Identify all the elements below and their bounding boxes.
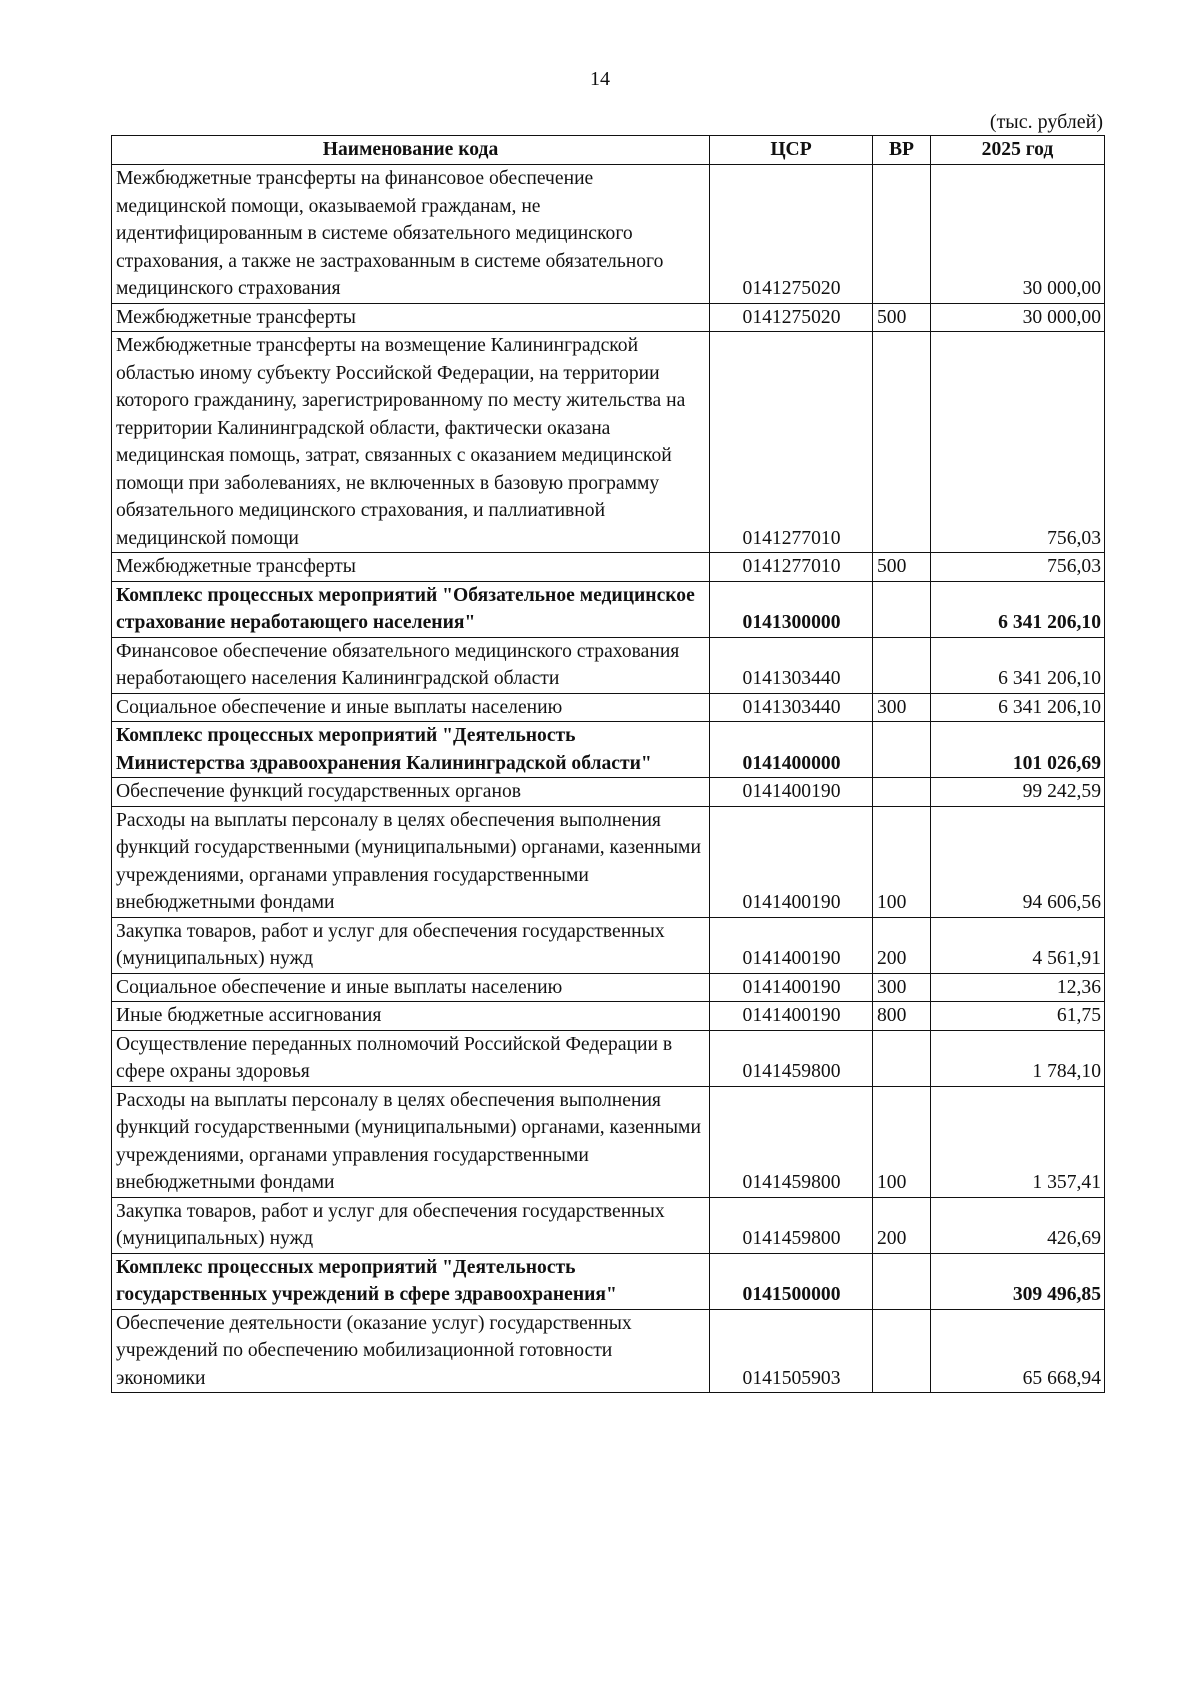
- row-sum-cell: 1 784,10: [931, 1030, 1105, 1086]
- table-row: [112, 1030, 1105, 1086]
- row-csr-cell: 0141300000: [710, 581, 873, 637]
- row-sum-cell: 426,69: [931, 1197, 1105, 1253]
- table-row: [112, 1086, 1105, 1197]
- row-vr-cell: [873, 1309, 931, 1393]
- row-name-cell: Социальное обеспечение и иные выплаты населению: [112, 693, 710, 722]
- row-vr-cell: [873, 1253, 931, 1309]
- row-csr-cell: 0141400190: [710, 917, 873, 973]
- table-row: [112, 778, 1105, 807]
- row-name-cell: Комплекс процессных мероприятий "Деятельность Министерства здравоохранения Калининградской области": [112, 722, 710, 778]
- row-csr-cell: 0141459800: [710, 1086, 873, 1197]
- row-vr-cell: [873, 332, 931, 553]
- header-year: 2025 год: [931, 136, 1105, 165]
- row-csr-cell: 0141275020: [710, 165, 873, 304]
- table-row: [112, 806, 1105, 917]
- row-vr-cell: 100: [873, 1086, 931, 1197]
- row-csr-cell: 0141400190: [710, 973, 873, 1002]
- row-name-cell: Расходы на выплаты персоналу в целях обеспечения выполнения функций государственными (муниципальными) органами, казенными учреждениями, органами управления государственными внебюджетными фондами: [112, 1086, 710, 1197]
- row-vr-cell: 300: [873, 973, 931, 1002]
- row-csr-cell: 0141400190: [710, 806, 873, 917]
- row-csr-cell: 0141400190: [710, 778, 873, 807]
- budget-table: [111, 135, 1105, 1393]
- units-label: (тыс. рублей): [989, 111, 1103, 133]
- row-csr-cell: 0141400190: [710, 1002, 873, 1031]
- table-row: [112, 165, 1105, 304]
- row-sum-cell: 1 357,41: [931, 1086, 1105, 1197]
- header-name: Наименование кода: [112, 136, 710, 165]
- table-row: [112, 303, 1105, 332]
- row-csr-cell: 0141277010: [710, 553, 873, 582]
- row-name-cell: Межбюджетные трансферты: [112, 553, 710, 582]
- row-sum-cell: 309 496,85: [931, 1253, 1105, 1309]
- row-csr-cell: 0141459800: [710, 1030, 873, 1086]
- row-csr-cell: 0141400000: [710, 722, 873, 778]
- row-name-cell: Межбюджетные трансферты: [112, 303, 710, 332]
- table-row: [112, 1197, 1105, 1253]
- row-sum-cell: 30 000,00: [931, 303, 1105, 332]
- row-vr-cell: 100: [873, 806, 931, 917]
- row-vr-cell: [873, 637, 931, 693]
- table-row: [112, 693, 1105, 722]
- row-sum-cell: 61,75: [931, 1002, 1105, 1031]
- row-vr-cell: 200: [873, 1197, 931, 1253]
- row-sum-cell: 756,03: [931, 332, 1105, 553]
- row-sum-cell: 6 341 206,10: [931, 693, 1105, 722]
- table-row: [112, 637, 1105, 693]
- row-vr-cell: [873, 722, 931, 778]
- row-sum-cell: 30 000,00: [931, 165, 1105, 304]
- table-header-row: [112, 136, 1105, 165]
- row-name-cell: Закупка товаров, работ и услуг для обеспечения государственных (муниципальных) нужд: [112, 917, 710, 973]
- table-row: [112, 1002, 1105, 1031]
- row-vr-cell: [873, 165, 931, 304]
- row-sum-cell: 12,36: [931, 973, 1105, 1002]
- table-row: [112, 1253, 1105, 1309]
- row-vr-cell: 200: [873, 917, 931, 973]
- table-row: [112, 973, 1105, 1002]
- row-name-cell: Финансовое обеспечение обязательного медицинского страхования неработающего населения Калининградской области: [112, 637, 710, 693]
- page-number: 14: [590, 68, 610, 90]
- table-row: [112, 722, 1105, 778]
- row-vr-cell: [873, 581, 931, 637]
- row-csr-cell: 0141459800: [710, 1197, 873, 1253]
- row-csr-cell: 0141303440: [710, 637, 873, 693]
- row-name-cell: Межбюджетные трансферты на финансовое обеспечение медицинской помощи, оказываемой гражданам, не идентифицированным в системе обязательного медицинского страхования, а также не застрахованным в системе обязательного медицинского страхования: [112, 165, 710, 304]
- row-name-cell: Комплекс процессных мероприятий "Обязательное медицинское страхование неработающего населения": [112, 581, 710, 637]
- row-name-cell: Расходы на выплаты персоналу в целях обеспечения выполнения функций государственными (муниципальными) органами, казенными учреждениями, органами управления государственными внебюджетными фондами: [112, 806, 710, 917]
- table-row: [112, 917, 1105, 973]
- row-csr-cell: 0141277010: [710, 332, 873, 553]
- row-name-cell: Комплекс процессных мероприятий "Деятельность государственных учреждений в сфере здравоохранения": [112, 1253, 710, 1309]
- row-csr-cell: 0141303440: [710, 693, 873, 722]
- header-vr: ВР: [873, 136, 931, 165]
- row-vr-cell: [873, 778, 931, 807]
- row-sum-cell: 65 668,94: [931, 1309, 1105, 1393]
- row-name-cell: Закупка товаров, работ и услуг для обеспечения государственных (муниципальных) нужд: [112, 1197, 710, 1253]
- row-sum-cell: 99 242,59: [931, 778, 1105, 807]
- table-row: [112, 553, 1105, 582]
- row-sum-cell: 756,03: [931, 553, 1105, 582]
- row-name-cell: Обеспечение функций государственных органов: [112, 778, 710, 807]
- header-csr: ЦСР: [710, 136, 873, 165]
- row-sum-cell: 94 606,56: [931, 806, 1105, 917]
- row-name-cell: Межбюджетные трансферты на возмещение Калининградской областью иному субъекту Российской Федерации, на территории которого гражданину, зарегистрированному по месту жительства на территории Калининградской области, фактически оказана медицинская помощь, затрат, связанных с оказанием медицинской помощи при заболеваниях, не включенных в базовую программу обязательного медицинского страхования, и паллиативной медицинской помощи: [112, 332, 710, 553]
- row-vr-cell: [873, 1030, 931, 1086]
- row-csr-cell: 0141275020: [710, 303, 873, 332]
- row-csr-cell: 0141505903: [710, 1309, 873, 1393]
- row-vr-cell: 500: [873, 553, 931, 582]
- row-sum-cell: 101 026,69: [931, 722, 1105, 778]
- row-vr-cell: 300: [873, 693, 931, 722]
- row-vr-cell: 800: [873, 1002, 931, 1031]
- table-body: [112, 165, 1105, 1393]
- row-sum-cell: 6 341 206,10: [931, 581, 1105, 637]
- row-sum-cell: 4 561,91: [931, 917, 1105, 973]
- table-row: [112, 1309, 1105, 1393]
- row-name-cell: Иные бюджетные ассигнования: [112, 1002, 710, 1031]
- row-name-cell: Обеспечение деятельности (оказание услуг) государственных учреждений по обеспечению мобилизационной готовности экономики: [112, 1309, 710, 1393]
- row-name-cell: Социальное обеспечение и иные выплаты населению: [112, 973, 710, 1002]
- row-csr-cell: 0141500000: [710, 1253, 873, 1309]
- row-vr-cell: 500: [873, 303, 931, 332]
- table-row: [112, 332, 1105, 553]
- row-sum-cell: 6 341 206,10: [931, 637, 1105, 693]
- table-row: [112, 581, 1105, 637]
- row-name-cell: Осуществление переданных полномочий Российской Федерации в сфере охраны здоровья: [112, 1030, 710, 1086]
